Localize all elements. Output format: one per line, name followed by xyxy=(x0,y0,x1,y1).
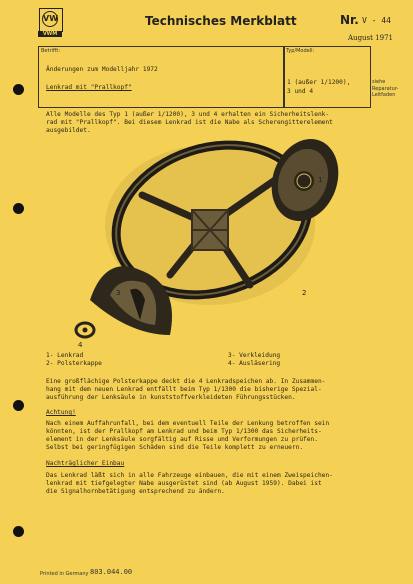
document-title: Technisches Merkblatt xyxy=(145,14,297,28)
achtung-line-3: element in der Lenksäule sorgfältig auf Risse und Verformungen zu prüfen. xyxy=(46,436,318,443)
callout-4: 4 xyxy=(78,341,83,349)
document-date: August 1971 xyxy=(348,34,393,42)
intro-line-1: Alle Modelle des Typ 1 (außer 1/1200), 3 und 4 erhalten ein Sicherheitslenk- xyxy=(46,111,330,118)
side-note-line-2: Reparatur- xyxy=(372,85,399,92)
body-line-2: hang mit dem neuen Lenkrad entfällt beim Typ 1/1300 die bisherige Spezial- xyxy=(46,386,322,393)
nach-line-3: die Signalhornbetätigung entsprechend zu ändern. xyxy=(46,488,225,495)
trigger-ring xyxy=(76,323,94,337)
side-note-line-1: siehe xyxy=(372,79,386,85)
logo-subtitle: VWM xyxy=(38,31,62,37)
typ-line-2: 3 und 4 xyxy=(287,88,314,95)
side-note xyxy=(372,79,398,99)
document-number: V - 44 xyxy=(362,16,391,25)
achtung-heading: Achtung! xyxy=(46,409,76,416)
hub-lattice xyxy=(192,210,228,250)
nach-line-2: lenkrad mit tiefgelegter Nabe ausgerüstet sind (ab August 1959). Dabei ist xyxy=(46,480,322,487)
binder-hole-2 xyxy=(13,203,24,214)
callout-3: 3 xyxy=(116,289,121,297)
binder-hole-3 xyxy=(13,400,24,411)
nachtraeglich-heading: Nachträglicher Einbau xyxy=(46,460,125,467)
subject-line-1: Änderungen zum Modelljahr 1972 xyxy=(46,66,158,73)
legend-item-4: 4- Ausläsering xyxy=(228,360,281,367)
document-number-label: Nr. xyxy=(340,13,359,27)
nach-line-1: Das Lenkrad läßt sich in alle Fahrzeuge einbauen, die mit einem Zweispeichen- xyxy=(46,472,333,479)
typ-line-1: 1 (außer 1/1200), xyxy=(287,79,351,86)
achtung-line-1: Nach einem Auffahrunfall, bei dem eventuell Teile der Lenkung betroffen sein xyxy=(46,420,330,427)
achtung-line-4: Selbst bei geringfügigen Schäden sind die Teile komplett zu erneuern. xyxy=(46,444,304,451)
binder-hole-1 xyxy=(13,84,24,95)
body-line-3: ausführung der Lenksäule in kunststoffverkleideten Führungsstücken. xyxy=(46,394,296,401)
side-note-line-3: Leitfaden xyxy=(372,92,396,98)
legend-item-3: 3- Verkleidung xyxy=(228,352,281,359)
subject-box xyxy=(38,46,285,108)
typ-label: Typ/Modell: xyxy=(286,48,315,54)
subject-line-2: Lenkrad mit "Prallkopf" xyxy=(46,84,132,91)
steering-wheel-illustration xyxy=(60,125,360,349)
binder-hole-4 xyxy=(13,526,24,537)
vw-logo: VW xyxy=(39,8,63,32)
callout-1: 1 xyxy=(318,176,323,184)
callout-2: 2 xyxy=(302,289,307,297)
legend-item-1: 1- Lenkrad xyxy=(46,352,84,359)
body-line-1: Eine großflächige Polsterkappe deckt die 4 Lenkradspeichen ab. In Zusammen- xyxy=(46,378,326,385)
type-box xyxy=(283,46,371,108)
printed-in-label: Printed in Germany xyxy=(40,571,89,577)
achtung-line-2: könnten, ist der Prallkopf am Lenkrad und beim Typ 1/1300 das Sicherheits- xyxy=(46,428,322,435)
intro-line-2: rad mit "Prallkopf". Bei diesem Lenkrad ist die Nabe als Scherengitterelement xyxy=(46,119,333,126)
legend-item-2: 2- Polsterkappe xyxy=(46,360,102,367)
print-number: 803.044.00 xyxy=(90,568,133,576)
intro-line-3: ausgebildet. xyxy=(46,127,91,134)
betrifft-label: Betrifft: xyxy=(41,48,61,54)
